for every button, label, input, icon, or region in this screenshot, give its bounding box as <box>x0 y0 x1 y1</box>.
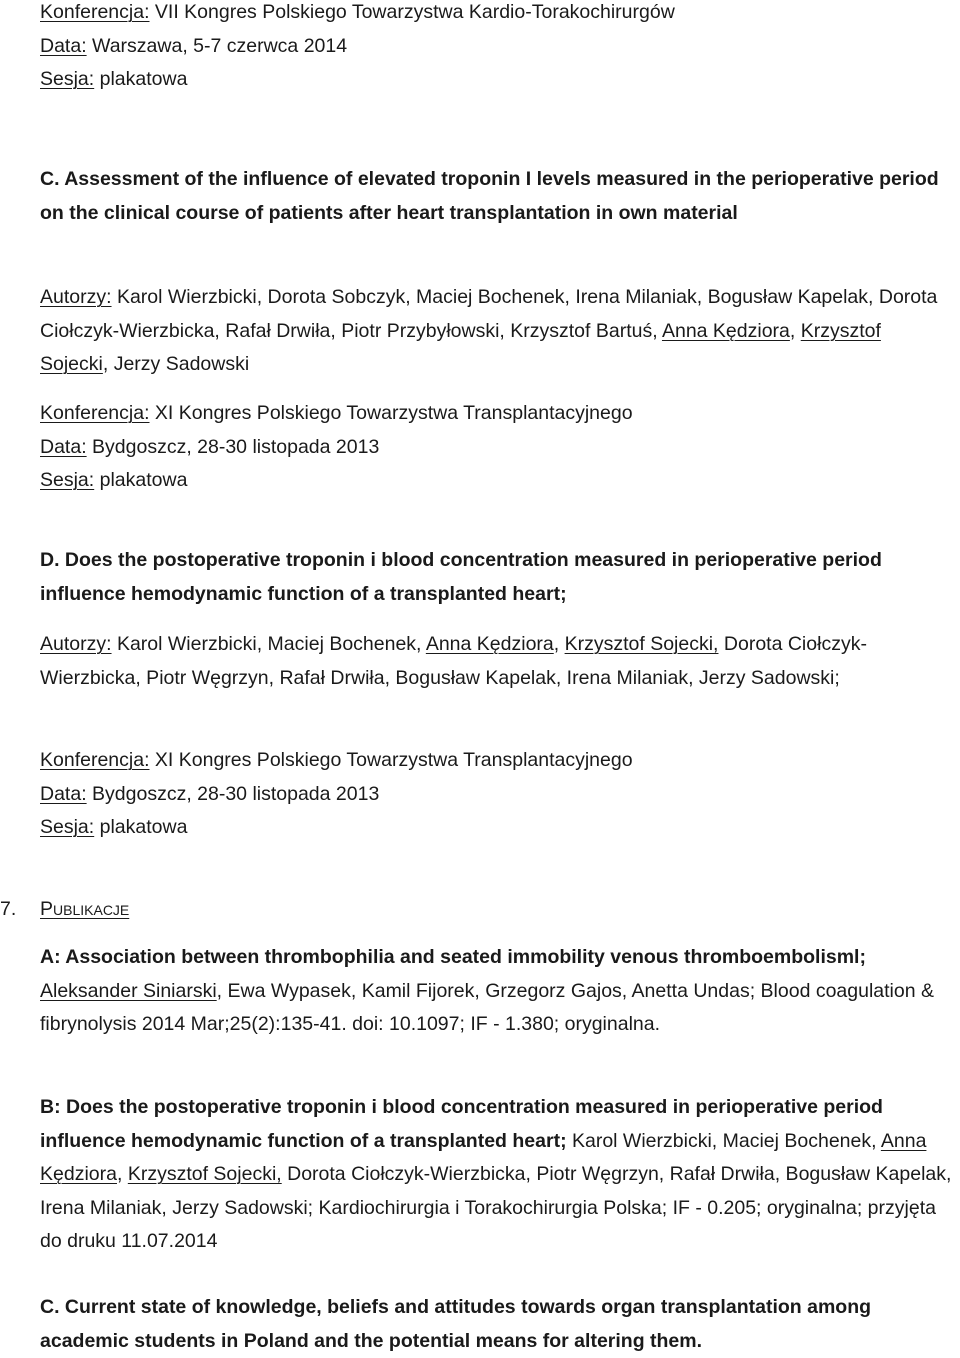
date-label: Data: <box>40 782 87 805</box>
date-line <box>40 431 952 465</box>
session-label: Sesja: <box>40 816 95 838</box>
item-c-sep: , <box>789 319 801 342</box>
publication-a-text <box>40 941 952 1042</box>
publication-b-authors-part1: Karol Wierzbicki, Maciej Bochenek, <box>566 1129 881 1152</box>
conference-line <box>40 744 952 778</box>
publication-b <box>40 1091 952 1259</box>
item-d-authors-block <box>40 628 952 695</box>
authors-label: Autorzy: <box>40 286 112 308</box>
date-value: Bydgoszcz, 28-30 listopada 2013 <box>86 435 380 458</box>
session-value: plakatowa <box>94 816 188 838</box>
publication-c <box>40 1291 952 1358</box>
author-link-sojecki: Krzysztof Sojecki <box>40 319 881 375</box>
session-label: Sesja: <box>40 68 95 90</box>
author-link-sojecki: Krzysztof Sojecki, <box>127 1163 282 1185</box>
section-number: 7. <box>0 898 17 920</box>
author-link-kedziora: Anna Kędziora <box>425 633 554 655</box>
item-d-authors-part2: Dorota Ciołczyk-Wierzbicka, Piotr Węgrzyn, Rafał Drwiła, Bogusław Kapelak, Irena Milaniak, Jerzy Sadowski; <box>40 633 867 689</box>
publication-a <box>40 941 952 1042</box>
item-d-title-block <box>40 544 952 611</box>
date-value: Bydgoszcz, 28-30 listopada 2013 <box>86 782 380 805</box>
item-c-authors-block <box>40 281 952 382</box>
publication-c-title: C. Current state of knowledge, beliefs and attitudes towards organ transplantation among academic students in Poland and the potential means for altering them. <box>40 1296 872 1352</box>
author-link-siniarski: Aleksander Siniarski <box>40 979 217 1002</box>
session-value: plakatowa <box>94 68 188 90</box>
section-title-rest: UBLIKACJE <box>53 902 130 918</box>
session-label: Sesja: <box>40 469 95 491</box>
authors-label: Autorzy: <box>40 633 112 655</box>
item-c-title-block <box>40 163 952 230</box>
item-d-authors-part1: Karol Wierzbicki, Maciej Bochenek, <box>111 633 426 655</box>
publication-b-text <box>40 1091 952 1259</box>
publication-b-sep: , <box>116 1163 128 1185</box>
item-d-title: D. Does the postoperative troponin i blood concentration measured in perioperative period influence hemodynamic function of a transplanted heart; <box>40 549 882 605</box>
item-d-conference-block <box>40 744 952 845</box>
conference-label: Konferencja: <box>40 749 150 771</box>
section-title <box>40 893 129 928</box>
publication-b-title: B: Does the postoperative troponin i blood concentration measured in perioperative period influence hemodynamic function of a transplanted heart; <box>40 1096 883 1152</box>
author-link-sojecki: Krzysztof Sojecki, <box>564 633 719 655</box>
conference-block-a <box>40 0 952 97</box>
date-line <box>40 30 952 64</box>
item-d-sep: , <box>553 633 565 655</box>
item-c-authors-part1: Karol Wierzbicki, Dorota Sobczyk, Maciej Bochenek, Irena Milaniak, Bogusław Kapelak, Dorota Ciołczyk-Wierzbicka, Rafał Drwiła, Piotr Przybyłowski, Krzysztof Bartuś, <box>40 286 938 342</box>
conference-value: XI Kongres Polskiego Towarzystwa Transplantacyjnego <box>149 749 633 771</box>
conference-line <box>40 397 952 431</box>
item-d-authors <box>40 628 952 695</box>
publication-b-rest: Dorota Ciołczyk-Wierzbicka, Piotr Węgrzyn, Rafał Drwiła, Bogusław Kapelak, Irena Milaniak, Jerzy Sadowski; Kardiochirurgia i Torakochirurgia Polska; IF - 0.205; oryginalna; przyjęta do druku 11.07.2014 <box>40 1163 952 1252</box>
conference-label: Konferencja: <box>40 402 150 424</box>
date-label: Data: <box>40 34 87 57</box>
conference-value: XI Kongres Polskiego Towarzystwa Transplantacyjnego <box>149 402 633 424</box>
publication-a-title: A: Association between thrombophilia and seated immobility venous thromboembolisml; <box>40 946 866 968</box>
conference-label: Konferencja: <box>40 1 150 23</box>
publication-a-rest: , Ewa Wypasek, Kamil Fijorek, Grzegorz Gajos, Anetta Undas; Blood coagulation & fibrynolysis 2014 Mar;25(2):135-41. doi: 10.1097; IF - 1.380; oryginalna. <box>40 979 935 1035</box>
item-c-authors-part2: , Jerzy Sadowski <box>102 353 250 375</box>
conference-line <box>40 0 952 30</box>
session-line <box>40 811 952 845</box>
conference-value: VII Kongres Polskiego Towarzystwa Kardio-Torakochirurgów <box>149 1 675 23</box>
item-c-title: C. Assessment of the influence of elevated troponin I levels measured in the perioperative period on the clinical course of patients after heart transplantation in own material <box>40 168 939 224</box>
session-line <box>40 464 952 498</box>
item-c-authors <box>40 281 952 382</box>
session-line <box>40 63 952 97</box>
date-label: Data: <box>40 435 87 458</box>
section-title-initial: P <box>40 898 54 920</box>
section-heading <box>0 893 960 927</box>
date-value: Warszawa, 5-7 czerwca 2014 <box>86 34 348 57</box>
date-line <box>40 778 952 812</box>
author-link-kedziora: Anna Kędziora <box>40 1129 927 1185</box>
session-value: plakatowa <box>94 469 188 491</box>
item-c-conference-block <box>40 397 952 498</box>
author-link-kedziora: Anna Kędziora <box>661 319 790 342</box>
